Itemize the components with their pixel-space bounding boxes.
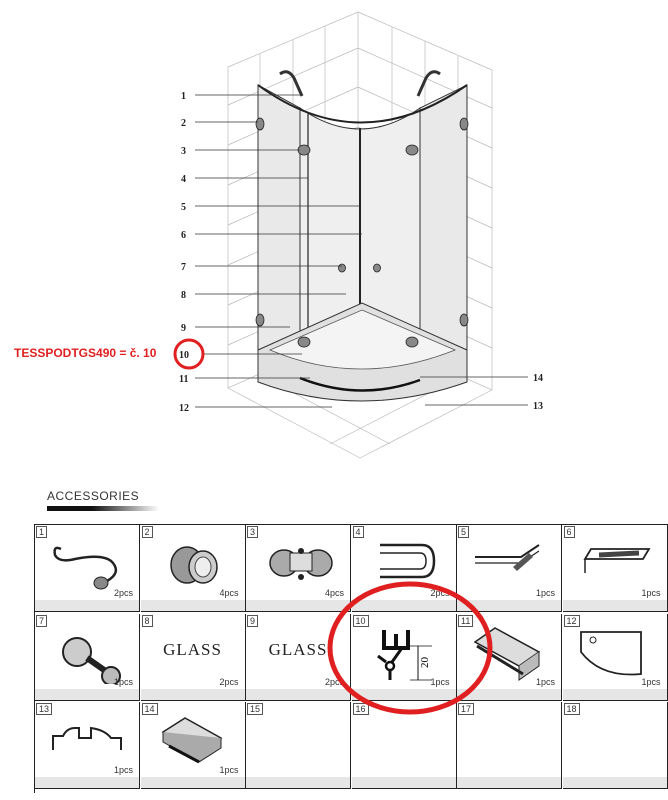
- callout-9: 9: [181, 323, 186, 334]
- glass-label: GLASS: [268, 639, 328, 659]
- accessory-number: 16: [353, 703, 369, 715]
- part-number-note: TESSPODTGS490 = č. 10: [14, 346, 157, 360]
- callout-13: 13: [533, 401, 543, 412]
- knob-icon: [43, 622, 133, 684]
- cell-footer-strip: [563, 777, 667, 788]
- accessory-quantity: 1pcs: [535, 676, 555, 687]
- accessory-cell-7: [35, 614, 140, 701]
- callout-14: 14: [533, 373, 543, 384]
- glass-clamp-icon: [149, 533, 239, 595]
- magnetic-strip-icon: [571, 533, 661, 595]
- cell-footer-strip: [246, 777, 350, 788]
- cell-footer-strip: [563, 600, 667, 611]
- cell-footer-strip: [352, 777, 456, 788]
- accessory-quantity: 4pcs: [219, 588, 239, 598]
- accessory-quantity: 2pcs: [430, 588, 450, 598]
- cell-footer-strip: [457, 777, 561, 788]
- callout-4: 4: [181, 174, 186, 185]
- accessory-quantity: 2pcs: [219, 676, 239, 687]
- accessories-heading: ACCESSORIES: [47, 489, 140, 503]
- accessories-heading-underline: [47, 506, 159, 511]
- accessory-number: 1: [36, 526, 47, 538]
- accessory-quantity: 1pcs: [113, 765, 133, 775]
- accessory-quantity: 1pcs: [113, 676, 133, 687]
- callout-2: 2: [181, 118, 186, 129]
- accessory-number: 9: [247, 615, 258, 627]
- callout-7: 7: [181, 262, 186, 273]
- dimension-label: 20: [418, 656, 431, 668]
- accessory-cell-12: [563, 614, 668, 701]
- accessory-number: 2: [142, 526, 153, 538]
- callout-12: 12: [179, 403, 189, 414]
- accessory-cell-2: [141, 525, 246, 612]
- callout-3: 3: [181, 146, 186, 157]
- bottom-seal-icon: [43, 710, 133, 772]
- accessory-number: 8: [142, 615, 153, 627]
- accessory-cell-8: [141, 614, 246, 701]
- accessory-cell-6: [563, 525, 668, 612]
- accessory-cell-1: [35, 525, 140, 612]
- accessory-number: 14: [142, 703, 158, 715]
- cell-footer-strip: [563, 689, 667, 700]
- highlight-ellipse-accessory-10: [325, 578, 495, 718]
- accessory-quantity: 1pcs: [641, 588, 661, 598]
- cell-footer-strip: [35, 600, 139, 611]
- shower-tray-icon: [571, 622, 661, 684]
- accessory-quantity: 1pcs: [430, 676, 450, 687]
- accessory-number: 4: [353, 526, 364, 538]
- accessory-number: 12: [564, 615, 580, 627]
- accessory-number: 17: [458, 703, 474, 715]
- accessory-cell-18: [563, 702, 668, 789]
- glass-label: GLASS: [163, 639, 222, 659]
- accessory-number: 6: [564, 526, 575, 538]
- cell-footer-strip: [141, 689, 245, 700]
- accessory-number: 15: [247, 703, 263, 715]
- callout-1: 1: [181, 91, 186, 102]
- accessory-cell-13: [35, 702, 140, 789]
- accessory-number: 5: [458, 526, 469, 538]
- accessory-quantity: 1pcs: [219, 765, 239, 775]
- accessory-quantity: 2pcs: [113, 588, 133, 598]
- accessory-number: 10: [353, 615, 369, 627]
- accessory-number: 7: [36, 615, 47, 627]
- callout-10: 10: [179, 350, 189, 361]
- cell-footer-strip: [141, 600, 245, 611]
- cell-footer-strip: [141, 777, 245, 788]
- accessory-number: 13: [36, 703, 52, 715]
- cell-footer-strip: [35, 777, 139, 788]
- callout-6: 6: [181, 230, 186, 241]
- accessory-cell-14: [141, 702, 246, 789]
- accessory-number: 18: [564, 703, 580, 715]
- callout-5: 5: [181, 202, 186, 213]
- bottom-guide-icon: [149, 710, 239, 772]
- callout-8: 8: [181, 290, 186, 301]
- accessory-quantity: 1pcs: [641, 676, 661, 687]
- accessory-quantity: 2pcs: [324, 676, 344, 687]
- accessory-number: 3: [247, 526, 258, 538]
- accessory-quantity: 1pcs: [535, 588, 555, 598]
- callout-11: 11: [179, 374, 189, 385]
- accessory-number: 11: [458, 615, 473, 627]
- cell-footer-strip: [35, 689, 139, 700]
- accessory-quantity: 4pcs: [324, 588, 344, 598]
- hinge-handle-icon: [43, 533, 133, 595]
